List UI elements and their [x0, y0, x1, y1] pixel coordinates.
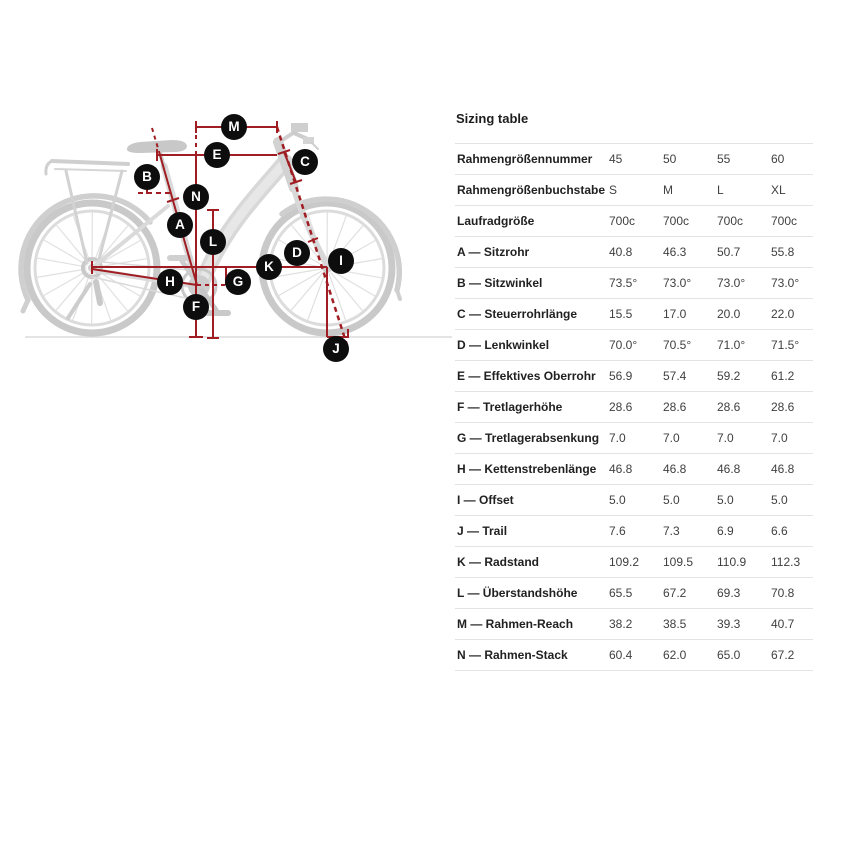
marker-g: G — [225, 269, 251, 295]
marker-b: B — [134, 164, 160, 190]
row-value: 7.0 — [609, 431, 626, 445]
table-row — [455, 361, 813, 392]
row-value: 5.0 — [609, 493, 626, 507]
row-label: G — Tretlagerabsenkung — [457, 431, 600, 445]
row-value: 7.0 — [717, 431, 734, 445]
row-value: 17.0 — [663, 307, 687, 321]
row-value: 28.6 — [609, 400, 633, 414]
table-row — [455, 175, 813, 206]
sizing-table-title: Sizing table — [456, 111, 529, 126]
row-value: S — [609, 183, 618, 197]
row-value: 6.9 — [717, 524, 734, 538]
row-value: 7.0 — [663, 431, 680, 445]
row-value: 73.5° — [609, 276, 638, 290]
marker-j: J — [323, 336, 349, 362]
kickstand — [68, 284, 90, 318]
table-row — [455, 392, 813, 423]
row-label: Rahmengrößenbuchstabe — [457, 183, 606, 197]
row-value: 5.0 — [663, 493, 680, 507]
row-value: 46.8 — [717, 462, 741, 476]
marker-a: A — [167, 212, 193, 238]
marker-f: F — [183, 294, 209, 320]
row-value: 38.2 — [609, 617, 633, 631]
row-value: 65.0 — [717, 648, 741, 662]
row-value: 700c — [717, 214, 744, 228]
row-value: 20.0 — [717, 307, 741, 321]
row-value: 55.8 — [771, 245, 795, 259]
row-value: 46.8 — [771, 462, 795, 476]
row-label: Laufradgröße — [457, 214, 535, 228]
table-row — [455, 144, 813, 175]
row-value: 7.0 — [771, 431, 788, 445]
row-value: 70.8 — [771, 586, 795, 600]
row-value: 50.7 — [717, 245, 741, 259]
row-value: 71.5° — [771, 338, 800, 352]
row-value: 110.9 — [717, 555, 747, 569]
marker-c: C — [292, 149, 318, 175]
row-value: 60 — [771, 152, 785, 166]
row-label: K — Radstand — [457, 555, 540, 569]
table-row — [455, 206, 813, 237]
table-row — [455, 547, 813, 578]
row-value: 57.4 — [663, 369, 687, 383]
row-label: B — Sitzwinkel — [457, 276, 543, 290]
sizing-table — [455, 143, 813, 671]
row-value: 62.0 — [663, 648, 687, 662]
row-label: A — Sitzrohr — [457, 245, 530, 259]
row-value: 71.0° — [717, 338, 746, 352]
bike-geometry-diagram — [0, 0, 462, 420]
row-value: 70.5° — [663, 338, 692, 352]
marker-n: N — [183, 184, 209, 210]
table-row — [455, 330, 813, 361]
row-label: N — Rahmen-Stack — [457, 648, 568, 662]
row-value: 28.6 — [663, 400, 687, 414]
marker-h: H — [157, 269, 183, 295]
row-value: 67.2 — [663, 586, 687, 600]
row-value: 45 — [609, 152, 623, 166]
table-row — [455, 609, 813, 640]
row-label: E — Effektives Oberrohr — [457, 369, 596, 383]
row-value: 55 — [717, 152, 731, 166]
marker-e: E — [204, 142, 230, 168]
table-row — [455, 299, 813, 330]
row-value: 67.2 — [771, 648, 795, 662]
table-row — [455, 454, 813, 485]
row-label: H — Kettenstrebenlänge — [457, 462, 597, 476]
row-value: XL — [771, 183, 786, 197]
row-value: 70.0° — [609, 338, 638, 352]
row-value: 59.2 — [717, 369, 741, 383]
table-row — [455, 578, 813, 609]
row-label: C — Steuerrohrlänge — [457, 307, 578, 321]
row-value: 22.0 — [771, 307, 795, 321]
row-value: 28.6 — [717, 400, 741, 414]
row-label: I — Offset — [457, 493, 514, 507]
row-value: 39.3 — [717, 617, 741, 631]
row-value: 73.0° — [717, 276, 746, 290]
row-value: 73.0° — [663, 276, 692, 290]
marker-d: D — [284, 240, 310, 266]
row-value: 65.5 — [609, 586, 633, 600]
row-value: L — [717, 183, 724, 197]
row-value: 50 — [663, 152, 677, 166]
row-value: 112.3 — [771, 555, 801, 569]
marker-l: L — [200, 229, 226, 255]
row-value: 5.0 — [771, 493, 788, 507]
row-value: 56.9 — [609, 369, 633, 383]
table-row — [455, 485, 813, 516]
row-label: Rahmengrößennummer — [457, 152, 593, 166]
table-row — [455, 423, 813, 454]
table-row — [455, 640, 813, 671]
table-row — [455, 268, 813, 299]
sizing-table-section — [455, 110, 813, 671]
row-value: 69.3 — [717, 586, 741, 600]
row-value: 5.0 — [717, 493, 734, 507]
row-label: F — Tretlagerhöhe — [457, 400, 563, 414]
row-value: 73.0° — [771, 276, 800, 290]
row-label: M — Rahmen-Reach — [457, 617, 574, 631]
table-row — [455, 516, 813, 547]
row-value: 700c — [663, 214, 690, 228]
row-value: 61.2 — [771, 369, 795, 383]
row-value: 28.6 — [771, 400, 795, 414]
row-value: 109.2 — [609, 555, 640, 569]
row-value: 46.8 — [663, 462, 687, 476]
row-value: 46.3 — [663, 245, 687, 259]
derailleur — [96, 282, 100, 303]
row-value: 109.5 — [663, 555, 694, 569]
row-label: D — Lenkwinkel — [457, 338, 550, 352]
table-row — [455, 237, 813, 268]
row-label: L — Überstandshöhe — [457, 586, 578, 600]
row-value: 40.7 — [771, 617, 795, 631]
marker-k: K — [256, 254, 282, 280]
row-value: 7.3 — [663, 524, 680, 538]
row-label: J — Trail — [457, 524, 508, 538]
row-value: 6.6 — [771, 524, 788, 538]
marker-i: I — [328, 248, 354, 274]
row-value: M — [663, 183, 673, 197]
row-value: 700c — [609, 214, 636, 228]
row-value: 40.8 — [609, 245, 633, 259]
row-value: 38.5 — [663, 617, 687, 631]
row-value: 7.6 — [609, 524, 626, 538]
row-value: 60.4 — [609, 648, 633, 662]
row-value: 46.8 — [609, 462, 633, 476]
row-value: 15.5 — [609, 307, 633, 321]
row-value: 700c — [771, 214, 798, 228]
handlebar — [281, 123, 318, 149]
marker-m: M — [221, 114, 247, 140]
bike-illustration — [0, 0, 462, 420]
